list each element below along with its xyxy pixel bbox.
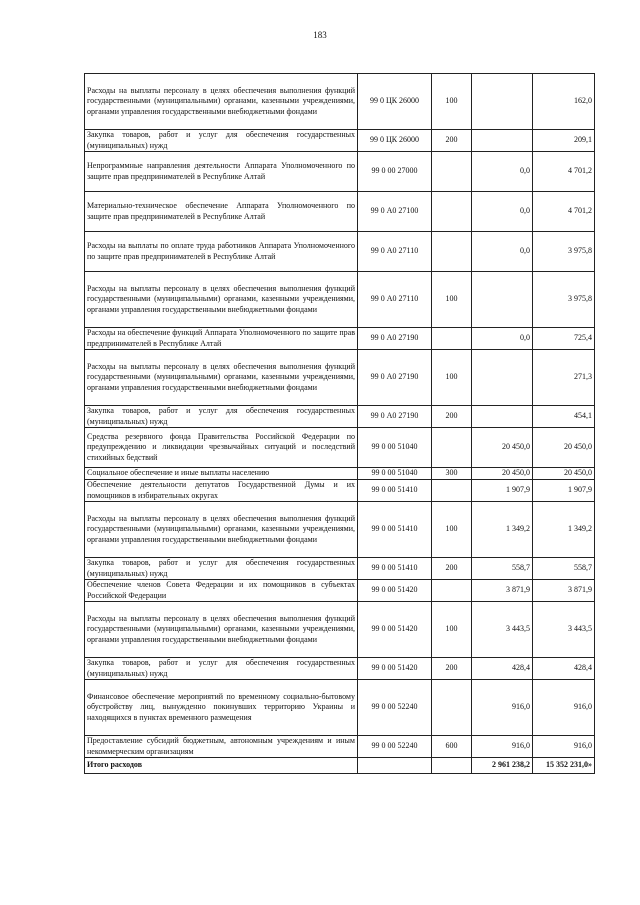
amount-cell: 3 871,9 <box>472 580 533 602</box>
table-row <box>85 406 595 428</box>
total-row <box>85 758 595 774</box>
amount-total-cell: 20 450,0 <box>533 428 595 468</box>
amount-cell: 3 443,5 <box>472 602 533 658</box>
amount-total-cell: 271,3 <box>533 350 595 406</box>
item-name-cell: Итого расходов <box>85 758 358 774</box>
table-row <box>85 428 595 468</box>
item-name-cell: Обеспечение деятельности депутатов Государственной Думы и их помощников в избирательных округах <box>85 480 358 502</box>
item-name-cell: Закупка товаров, работ и услуг для обеспечения государственных (муниципальных) нужд <box>85 406 358 428</box>
item-name-cell: Материально-техническое обеспечение Аппарата Уполномоченного по защите прав предпринимателей в Республике Алтай <box>85 192 358 232</box>
target-code-cell: 99 0 00 51410 <box>358 558 432 580</box>
amount-total-cell: 4 701,2 <box>533 152 595 192</box>
amount-total-cell: 558,7 <box>533 558 595 580</box>
expense-type-cell <box>432 428 472 468</box>
expense-type-cell <box>432 480 472 502</box>
table-row <box>85 272 595 328</box>
expense-type-cell <box>432 328 472 350</box>
amount-cell: 558,7 <box>472 558 533 580</box>
amount-total-cell: 209,1 <box>533 130 595 152</box>
expense-type-cell: 200 <box>432 406 472 428</box>
item-name-cell: Расходы на выплаты персоналу в целях обеспечения выполнения функций государственными (муниципальными) органами, казенными учреждениями, органами управления государственными внебюджетными фондами <box>85 502 358 558</box>
item-name-cell: Расходы на обеспечение функций Аппарата Уполномоченного по защите прав предпринимателей в Республике Алтай <box>85 328 358 350</box>
target-code-cell: 99 0 ЦК 26000 <box>358 74 432 130</box>
amount-cell <box>472 406 533 428</box>
item-name-cell: Непрограммные направления деятельности Аппарата Уполномоченного по защите прав предпринимателей в Республике Алтай <box>85 152 358 192</box>
amount-total-cell: 3 975,8 <box>533 272 595 328</box>
amount-total-cell: 916,0 <box>533 736 595 758</box>
amount-cell: 1 349,2 <box>472 502 533 558</box>
item-name-cell: Предоставление субсидий бюджетным, автономным учреждениям и иным некоммерческим организациям <box>85 736 358 758</box>
amount-total-cell: 1 907,9 <box>533 480 595 502</box>
amount-total-cell: 15 352 231,0» <box>533 758 595 774</box>
target-code-cell <box>358 758 432 774</box>
expense-type-cell: 100 <box>432 350 472 406</box>
item-name-cell: Закупка товаров, работ и услуг для обеспечения государственных (муниципальных) нужд <box>85 130 358 152</box>
amount-total-cell: 3 443,5 <box>533 602 595 658</box>
amount-total-cell: 454,1 <box>533 406 595 428</box>
amount-cell: 20 450,0 <box>472 468 533 480</box>
item-name-cell: Закупка товаров, работ и услуг для обеспечения государственных (муниципальных) нужд <box>85 658 358 680</box>
table-row <box>85 328 595 350</box>
expense-type-cell <box>432 580 472 602</box>
table-row <box>85 558 595 580</box>
amount-cell: 20 450,0 <box>472 428 533 468</box>
amount-cell: 428,4 <box>472 658 533 680</box>
table-body <box>85 74 595 774</box>
table-row <box>85 480 595 502</box>
target-code-cell: 99 0 А0 27110 <box>358 232 432 272</box>
table-row <box>85 232 595 272</box>
amount-total-cell: 3 871,9 <box>533 580 595 602</box>
expense-type-cell <box>432 152 472 192</box>
table-row <box>85 350 595 406</box>
expense-type-cell: 100 <box>432 74 472 130</box>
target-code-cell: 99 0 00 51420 <box>358 602 432 658</box>
target-code-cell: 99 0 А0 27100 <box>358 192 432 232</box>
item-name-cell: Расходы на выплаты персоналу в целях обеспечения выполнения функций государственными (муниципальными) органами, казенными учреждениями, органами управления государственными внебюджетными фондами <box>85 272 358 328</box>
amount-cell: 916,0 <box>472 680 533 736</box>
target-code-cell: 99 0 А0 27190 <box>358 406 432 428</box>
amount-cell: 916,0 <box>472 736 533 758</box>
expense-type-cell: 200 <box>432 658 472 680</box>
target-code-cell: 99 0 00 51420 <box>358 580 432 602</box>
amount-cell: 1 907,9 <box>472 480 533 502</box>
item-name-cell: Обеспечение членов Совета Федерации и их помощников в субъектах Российской Федерации <box>85 580 358 602</box>
amount-cell <box>472 130 533 152</box>
target-code-cell: 99 0 00 51040 <box>358 468 432 480</box>
table-row <box>85 74 595 130</box>
amount-cell <box>472 74 533 130</box>
amount-total-cell: 1 349,2 <box>533 502 595 558</box>
expense-type-cell: 600 <box>432 736 472 758</box>
expense-type-cell: 100 <box>432 502 472 558</box>
expense-type-cell <box>432 192 472 232</box>
amount-cell <box>472 350 533 406</box>
target-code-cell: 99 0 00 51420 <box>358 658 432 680</box>
table-row <box>85 658 595 680</box>
amount-total-cell: 3 975,8 <box>533 232 595 272</box>
item-name-cell: Социальное обеспечение и иные выплаты населению <box>85 468 358 480</box>
amount-cell <box>472 272 533 328</box>
table-row <box>85 602 595 658</box>
amount-total-cell: 4 701,2 <box>533 192 595 232</box>
item-name-cell: Расходы на выплаты персоналу в целях обеспечения выполнения функций государственными (муниципальными) органами, казенными учреждениями, органами управления государственными внебюджетными фондами <box>85 602 358 658</box>
table-row <box>85 152 595 192</box>
table-row <box>85 192 595 232</box>
target-code-cell: 99 0 00 51040 <box>358 428 432 468</box>
page-number: 183 <box>313 30 327 40</box>
expense-type-cell <box>432 232 472 272</box>
amount-total-cell: 428,4 <box>533 658 595 680</box>
amount-cell: 0,0 <box>472 152 533 192</box>
target-code-cell: 99 0 ЦК 26000 <box>358 130 432 152</box>
table-row <box>85 736 595 758</box>
target-code-cell: 99 0 00 51410 <box>358 502 432 558</box>
expense-type-cell <box>432 680 472 736</box>
item-name-cell: Средства резервного фонда Правительства Российской Федерации по предупреждению и ликвидации чрезвычайных ситуаций и последствий стихийных бедствий <box>85 428 358 468</box>
item-name-cell: Расходы на выплаты персоналу в целях обеспечения выполнения функций государственными (муниципальными) органами, казенными учреждениями, органами управления государственными внебюджетными фондами <box>85 350 358 406</box>
expense-type-cell: 300 <box>432 468 472 480</box>
item-name-cell: Закупка товаров, работ и услуг для обеспечения государственных (муниципальных) нужд <box>85 558 358 580</box>
expense-type-cell: 200 <box>432 130 472 152</box>
target-code-cell: 99 0 00 52240 <box>358 680 432 736</box>
expense-type-cell <box>432 758 472 774</box>
table-row <box>85 680 595 736</box>
expense-type-cell: 100 <box>432 272 472 328</box>
amount-cell: 2 961 238,2 <box>472 758 533 774</box>
item-name-cell: Расходы на выплаты по оплате труда работников Аппарата Уполномоченного по защите прав предпринимателей в Республике Алтай <box>85 232 358 272</box>
amount-cell: 0,0 <box>472 232 533 272</box>
expenditure-table <box>84 73 595 774</box>
amount-total-cell: 916,0 <box>533 680 595 736</box>
target-code-cell: 99 0 00 51410 <box>358 480 432 502</box>
amount-cell: 0,0 <box>472 328 533 350</box>
table-row <box>85 468 595 480</box>
expense-type-cell: 200 <box>432 558 472 580</box>
amount-total-cell: 162,0 <box>533 74 595 130</box>
item-name-cell: Расходы на выплаты персоналу в целях обеспечения выполнения функций государственными (муниципальными) органами, казенными учреждениями, органами управления государственными внебюджетными фондами <box>85 74 358 130</box>
target-code-cell: 99 0 00 27000 <box>358 152 432 192</box>
target-code-cell: 99 0 А0 27110 <box>358 272 432 328</box>
expense-type-cell: 100 <box>432 602 472 658</box>
amount-total-cell: 20 450,0 <box>533 468 595 480</box>
table-row <box>85 580 595 602</box>
target-code-cell: 99 0 00 52240 <box>358 736 432 758</box>
amount-cell: 0,0 <box>472 192 533 232</box>
target-code-cell: 99 0 А0 27190 <box>358 328 432 350</box>
table-row <box>85 130 595 152</box>
item-name-cell: Финансовое обеспечение мероприятий по временному социально-бытовому обустройству лиц, вынужденно покинувших территорию Украины и находящихся в пунктах временного размещения <box>85 680 358 736</box>
amount-total-cell: 725,4 <box>533 328 595 350</box>
table-row <box>85 502 595 558</box>
target-code-cell: 99 0 А0 27190 <box>358 350 432 406</box>
